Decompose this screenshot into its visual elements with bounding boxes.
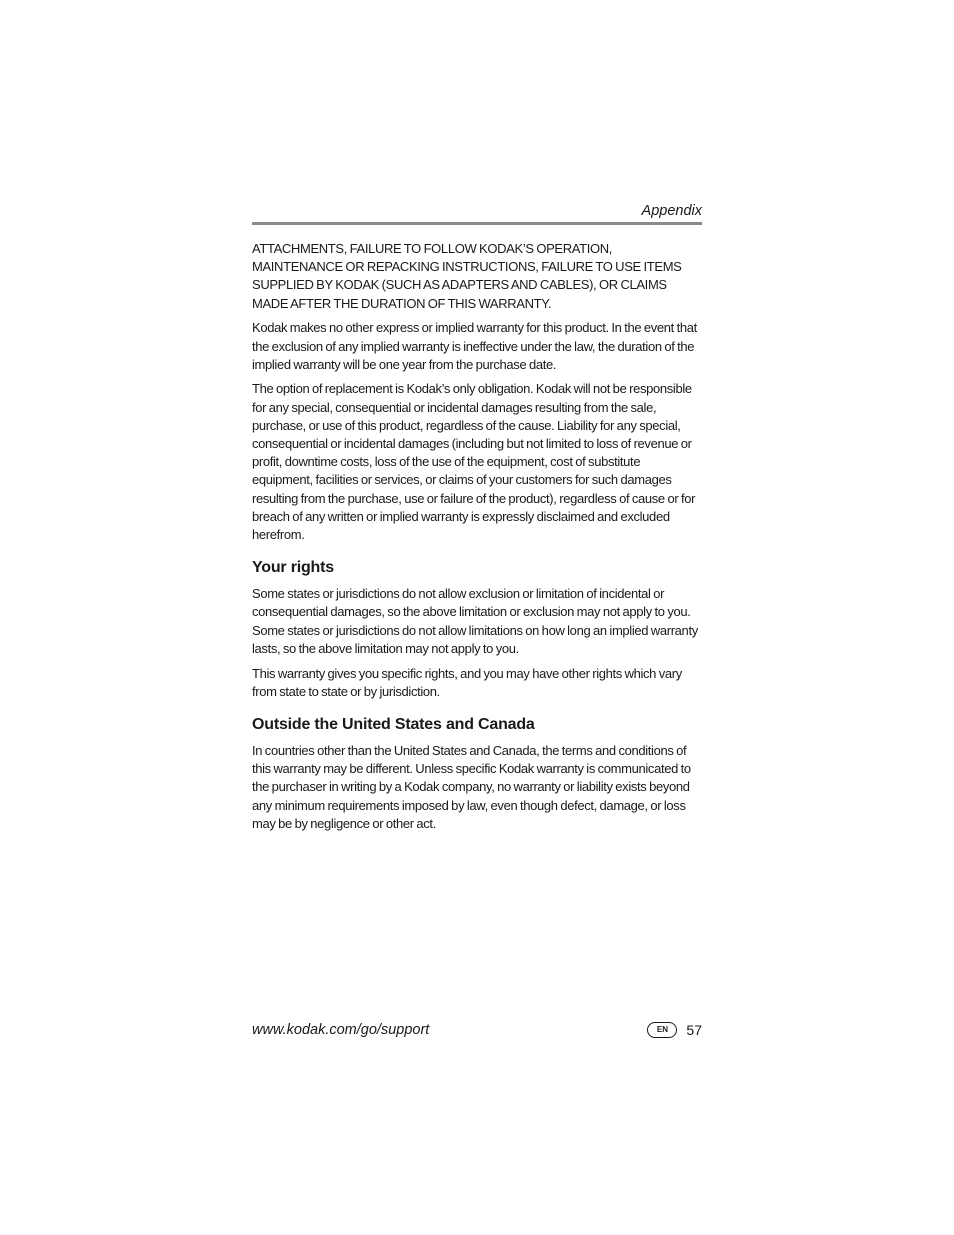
page-number: 57 — [686, 1022, 702, 1038]
implied-warranty-paragraph: Kodak makes no other express or implied warranty for this product. In the event that the exclusion of any implied warranty is ineffective under the law, the duration of the implied warranty will be one year from the purchase date. — [252, 320, 697, 372]
page-footer — [252, 1021, 702, 1041]
outside-us-canada-heading: Outside the United States and Canada — [252, 715, 535, 733]
support-url-link[interactable]: www.kodak.com/go/support — [252, 1022, 430, 1038]
warranty-exclusions-paragraph: ATTACHMENTS, FAILURE TO FOLLOW KODAK’S OPERATION, MAINTENANCE OR REPACKING INSTRUCTIONS, FAILURE TO USE ITEMS SUPPLIED BY KODAK (SUCH AS ADAPTERS AND CABLES), OR CLAIMS MADE AFTER THE DURATION OF THIS WARRANTY. — [252, 241, 682, 311]
your-rights-paragraph-1: Some states or jurisdictions do not allow exclusion or limitation of incidental or consequential damages, so the above limitation or exclusion may not apply to you. Some states or jurisdictions do not allow limitations on how long an implied warranty lasts, so the above limitation may not apply to you. — [252, 586, 698, 656]
document-page — [252, 0, 702, 1235]
running-head-title: Appendix — [641, 203, 702, 219]
main-content — [252, 240, 702, 839]
replacement-obligation-paragraph: The option of replacement is Kodak’s only obligation. Kodak will not be responsible for any special, consequential or incidental damages resulting from the sale, purchase, or use of this product, regardless of the cause. Liability for any special, consequential or incidental damages (including but not limited to loss of revenue or profit, downtime costs, loss of the use of the equipment, cost of substitute equipment, facilities or services, or claims of your customers for such damages resulting from the purchase, use or failure of the product), regardless of cause or for breach of any written or implied warranty is expressly disclaimed and excluded herefrom. — [252, 381, 696, 543]
language-badge: EN — [647, 1022, 677, 1038]
your-rights-heading: Your rights — [252, 559, 334, 577]
outside-us-canada-paragraph: In countries other than the United States and Canada, the terms and conditions of this warranty may be different. Unless specific Kodak warranty is communicated to the purchaser in writing by a Kodak company, no warranty or liability exists beyond any minimum requirements imposed by law, even though defect, damage, or loss may be by negligence or other act. — [252, 742, 691, 831]
your-rights-paragraph-2: This warranty gives you specific rights, and you may have other rights which vary from state to state or by jurisdiction. — [252, 665, 682, 699]
header-rule — [252, 222, 702, 225]
footer-right-group — [647, 1021, 702, 1039]
